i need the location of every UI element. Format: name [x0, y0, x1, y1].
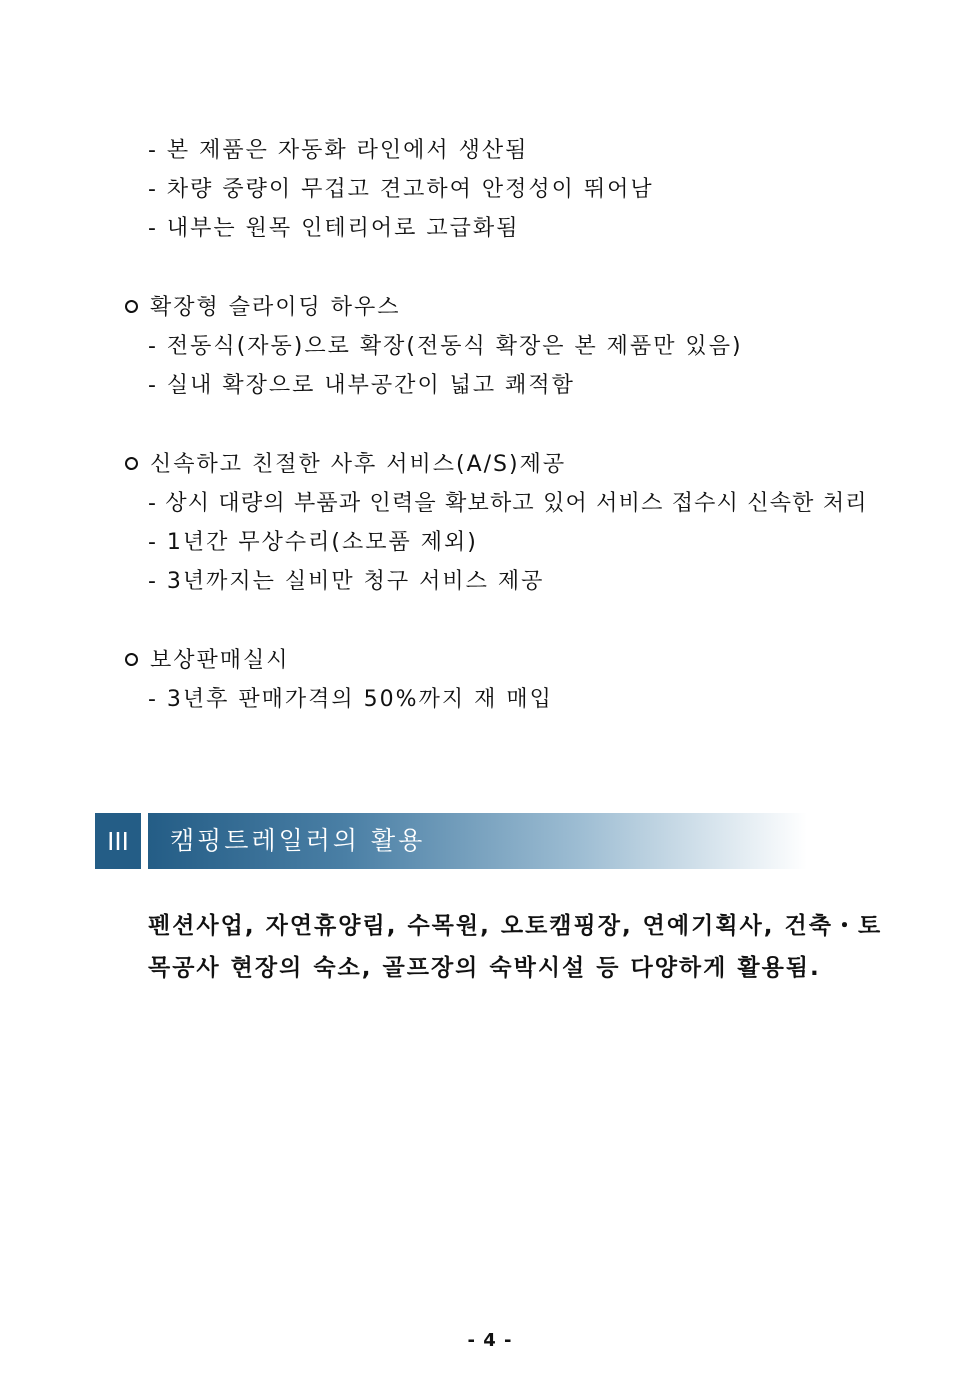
intro-item: - 본 제품은 자동화 라인에서 생산됨 — [148, 138, 529, 163]
section-item: - 전동식(자동)으로 확장(전동식 확장은 본 제품만 있음) — [148, 334, 743, 359]
hollow-circle-bullet-icon — [125, 457, 138, 470]
bullet-heading-text: 확장형 슬라이딩 하우스 — [150, 295, 401, 320]
section-item: - 1년간 무상수리(소모품 제외) — [148, 530, 478, 555]
section-title: 캠핑트레일러의 활용 — [170, 826, 426, 855]
hollow-circle-bullet-icon — [125, 653, 138, 666]
hollow-circle-bullet-icon — [125, 300, 138, 313]
section-item: - 실내 확장으로 내부공간이 넓고 쾌적함 — [148, 373, 575, 398]
usage-paragraph: 펜션사업, 자연휴양림, 수목원, 오토캠핑장, 연예기획사, 건축・토목공사 현장의 숙소, 골프장의 숙박시설 등 다양하게 활용됨. — [148, 913, 883, 981]
bullet-heading-text: 보상판매실시 — [150, 648, 290, 673]
bullet-heading-trade-in — [125, 647, 290, 675]
bullet-heading-after-service — [125, 451, 566, 479]
bullet-heading-sliding-house — [125, 294, 401, 322]
intro-item: - 차량 중량이 무겁고 견고하여 안정성이 뛰어남 — [148, 177, 654, 202]
section-item: - 3년후 판매가격의 50%까지 재 매입 — [148, 687, 553, 712]
bullet-heading-text: 신속하고 친절한 사후 서비스(A/S)제공 — [150, 452, 567, 477]
page-number: - 4 - — [467, 1330, 513, 1351]
intro-item: - 내부는 원목 인테리어로 고급화됨 — [148, 216, 520, 241]
section-item: - 상시 대량의 부품과 인력을 확보하고 있어 서비스 접수시 신속한 처리 — [148, 491, 868, 516]
section-header — [95, 813, 807, 869]
section-title-bar — [148, 813, 807, 869]
section-item: - 3년까지는 실비만 청구 서비스 제공 — [148, 569, 545, 594]
section-number: III — [95, 813, 141, 869]
